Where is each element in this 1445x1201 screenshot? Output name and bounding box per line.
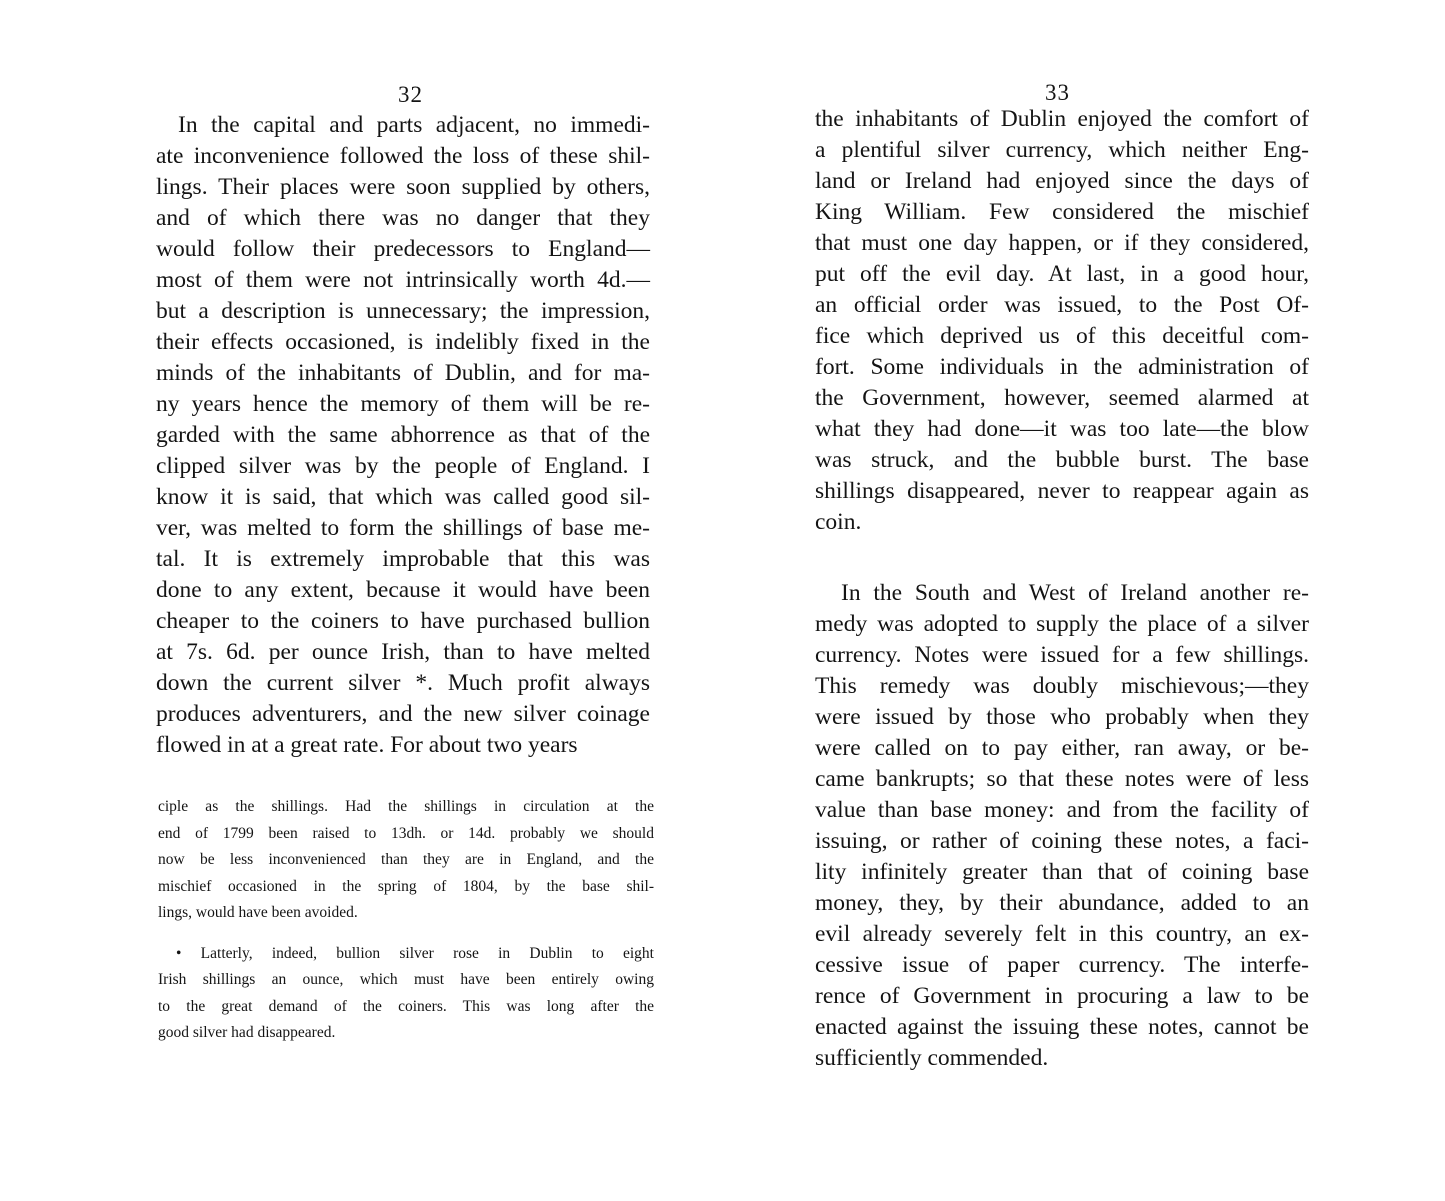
footnote-line: mischief occasioned in the spring of 1804, by the base shil- [158, 877, 654, 895]
footnote-line: end of 1799 been raised to 13dh. or 14d. probably we should [158, 824, 654, 842]
text-line: what they had done—it was too late—the blow [815, 416, 1309, 442]
paragraph-1 [815, 104, 1309, 538]
text-line: the inhabitants of Dublin enjoyed the comfort of [815, 106, 1309, 132]
text-line: and of which there was no danger that they [156, 205, 650, 231]
text-line: was struck, and the bubble burst. The base [815, 447, 1309, 473]
text-line: evil already severely felt in this country, an ex- [815, 921, 1309, 947]
text-line: fice which deprived us of this deceitful com- [815, 323, 1309, 349]
text-line: a plentiful silver currency, which neither Eng- [815, 137, 1309, 163]
text-line: issuing, or rather of coining these notes, a faci- [815, 828, 1309, 854]
text-line: most of them were not intrinsically worth 4d.— [156, 267, 650, 293]
text-line: currency. Notes were issued for a few shillings. [815, 642, 1309, 668]
text-line: the Government, however, seemed alarmed at [815, 385, 1309, 411]
right-page-body [815, 104, 1309, 1074]
text-line: minds of the inhabitants of Dublin, and for ma- [156, 360, 650, 386]
text-line: coin. [815, 509, 862, 535]
footnote-line: Irish shillings an ounce, which must have been entirely owing [158, 971, 654, 988]
text-line: garded with the same abhorrence as that of the [156, 422, 650, 448]
footnote-continuation [158, 794, 654, 927]
text-line: an official order was issued, to the Post Of- [815, 292, 1309, 318]
text-line: but a description is unnecessary; the impression, [156, 298, 650, 324]
text-line: In the capital and parts adjacent, no immedi- [178, 112, 650, 138]
text-line: flowed in at a great rate. For about two years [156, 732, 578, 758]
text-line: produces adventurers, and the new silver coinage [156, 701, 650, 727]
footnote-line: now be less inconvenienced than they are in England, and the [158, 851, 654, 868]
text-line: came bankrupts; so that these notes were of less [815, 766, 1309, 792]
text-line: were issued by those who probably when they [815, 704, 1309, 730]
paragraph-2 [815, 578, 1309, 1074]
text-line: fort. Some individuals in the administration of [815, 354, 1309, 380]
footnote-line: good silver had disappeared. [158, 1024, 336, 1041]
text-line: In the South and West of Ireland another re- [841, 580, 1309, 606]
left-page-footnotes [158, 794, 654, 1047]
text-line: cheaper to the coiners to have purchased bullion [156, 608, 650, 634]
text-line: their effects occasioned, is indelibly fixed in the [156, 329, 650, 355]
text-line: ny years hence the memory of them will be re- [156, 391, 650, 417]
page-number-left: 32 [398, 82, 423, 107]
text-line: done to any extent, because it would have been [156, 577, 650, 603]
page-number-right: 33 [1045, 80, 1070, 105]
text-line: King William. Few considered the mischief [815, 199, 1309, 225]
text-line: down the current silver *. Much profit always [156, 670, 650, 696]
text-line: were called on to pay either, ran away, or be- [815, 735, 1309, 761]
footnote-line: • Latterly, indeed, bullion silver rose in Dublin to eight [176, 944, 654, 962]
text-line: lings. Their places were soon supplied by others, [156, 174, 650, 200]
text-line: ver, was melted to form the shillings of base me- [156, 515, 650, 541]
text-line: shillings disappeared, never to reappear again as [815, 478, 1309, 504]
text-line: enacted against the issuing these notes, cannot be [815, 1014, 1309, 1040]
text-line: sufficiently commended. [815, 1045, 1049, 1071]
footnote-line: ciple as the shillings. Had the shillings in circulation at the [158, 798, 654, 815]
text-line: land or Ireland had enjoyed since the days of [815, 168, 1309, 194]
text-line: ate inconvenience followed the loss of these shil- [156, 143, 650, 169]
text-line: at 7s. 6d. per ounce Irish, than to have melted [156, 639, 650, 665]
text-line: know it is said, that which was called good sil- [156, 484, 650, 510]
text-line: cessive issue of paper currency. The interfe- [815, 952, 1309, 978]
text-line: value than base money: and from the facility of [815, 797, 1309, 823]
text-line: clipped silver was by the people of England. I [156, 453, 650, 479]
text-line: money, they, by their abundance, added to an [815, 890, 1309, 916]
footnote-line: to the great demand of the coiners. This was long after the [158, 997, 654, 1015]
left-page-body [156, 110, 650, 761]
text-line: that must one day happen, or if they considered, [815, 230, 1309, 256]
text-line: tal. It is extremely improbable that this was [156, 546, 650, 572]
text-line: This remedy was doubly mischievous;—they [815, 673, 1309, 699]
text-line: put off the evil day. At last, in a good hour, [815, 261, 1309, 287]
footnote-line: lings, would have been avoided. [158, 904, 358, 921]
text-line: lity infinitely greater than that of coining base [815, 859, 1309, 885]
text-line: would follow their predecessors to England— [156, 236, 650, 262]
text-line: rence of Government in procuring a law to be [815, 983, 1309, 1009]
text-line: medy was adopted to supply the place of a silver [815, 611, 1309, 637]
footnote-star [158, 941, 654, 1047]
